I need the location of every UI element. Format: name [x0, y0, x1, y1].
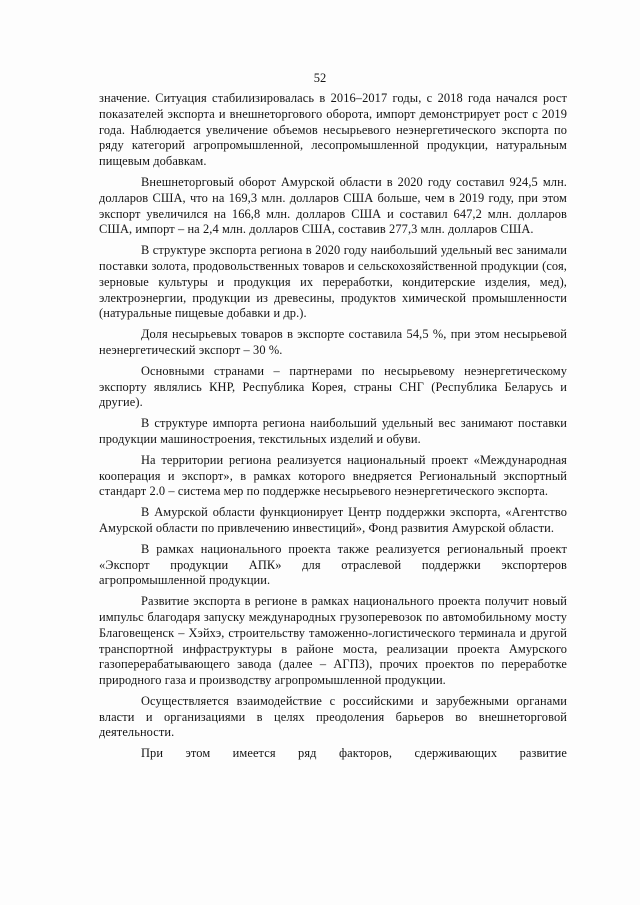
paragraph: В структуре импорта региона наибольший удельный вес занимают поставки продукции машиностроения, текстильных изделий и обуви.	[99, 416, 567, 446]
paragraph: Доля несырьевых товаров в экспорте составила 54,5 %, при этом несырьевой неэнергетический экспорт – 30 %.	[99, 327, 567, 357]
paragraph: Осуществляется взаимодействие с российскими и зарубежными органами власти и организациями в целях преодоления барьеров во внешнеторговой деятельности.	[99, 693, 567, 740]
paragraph: При этом имеется ряд факторов, сдерживающих развитие	[141, 746, 567, 761]
paragraph: Внешнеторговый оборот Амурской области в 2020 году составил 924,5 млн. долларов США, что на 169,3 млн. долларов США больше, чем в 2019 году, при этом экспорт увеличился на 166,8 млн. долларов США и составил 647,2 млн. долларов США, импорт – на 2,4 млн. долларов США, составив 277,3 млн. долларов США.	[99, 174, 567, 237]
paragraph: В Амурской области функционирует Центр поддержки экспорта, «Агентство Амурской области по привлечению инвестиций», Фонд развития Амурской области.	[99, 505, 567, 535]
paragraph: Основными странами – партнерами по несырьевому неэнергетическому экспорту являлись КНР, Республика Корея, страны СНГ (Республика Беларусь и другие).	[99, 363, 567, 410]
paragraph: Развитие экспорта в регионе в рамках национального проекта получит новый импульс благодаря запуску международных грузоперевозок по автомобильному мосту Благовещенск – Хэйхэ, строительству таможенно-логистического терминала и другой транспортной инфраструктуры в районе моста, реализации проекта Амурского газоперерабатывающего завода (далее – АГПЗ), прочих проектов по переработке природного газа и производству агропромышленной продукции.	[99, 594, 567, 688]
body-text	[99, 91, 567, 767]
paragraph: На территории региона реализуется национальный проект «Международная кооперация и экспорт», в рамках которого внедряется Региональный экспортный стандарт 2.0 – система мер по поддержке несырьевого неэнергетического экспорта.	[99, 452, 567, 499]
paragraph: В рамках национального проекта также реализуется региональный проект «Экспорт продукции АПК» для отраслевой поддержки экспортеров агропромышленной продукции.	[99, 541, 567, 588]
paragraph: В структуре экспорта региона в 2020 году наибольший удельный вес занимали поставки золота, продовольственных товаров и сельскохозяйственной продукции (соя, зерновые культуры и продукция их переработки, кондитерские изделия, мед), электроэнергии, продукции из древесины, продуктов химической промышленности (натуральные пищевые добавки и др.).	[99, 243, 567, 321]
paragraph: значение. Ситуация стабилизировалась в 2016–2017 годы, с 2018 года начался рост показателей экспорта и внешнеторгового оборота, импорт демонстрирует рост с 2019 года. Наблюдается увеличение объемов несырьевого неэнергетического экспорта по ряду категорий агропромышленной, лесопромышленной продукции, натуральным пищевым добавкам.	[99, 91, 567, 169]
page-number: 52	[313, 71, 327, 85]
